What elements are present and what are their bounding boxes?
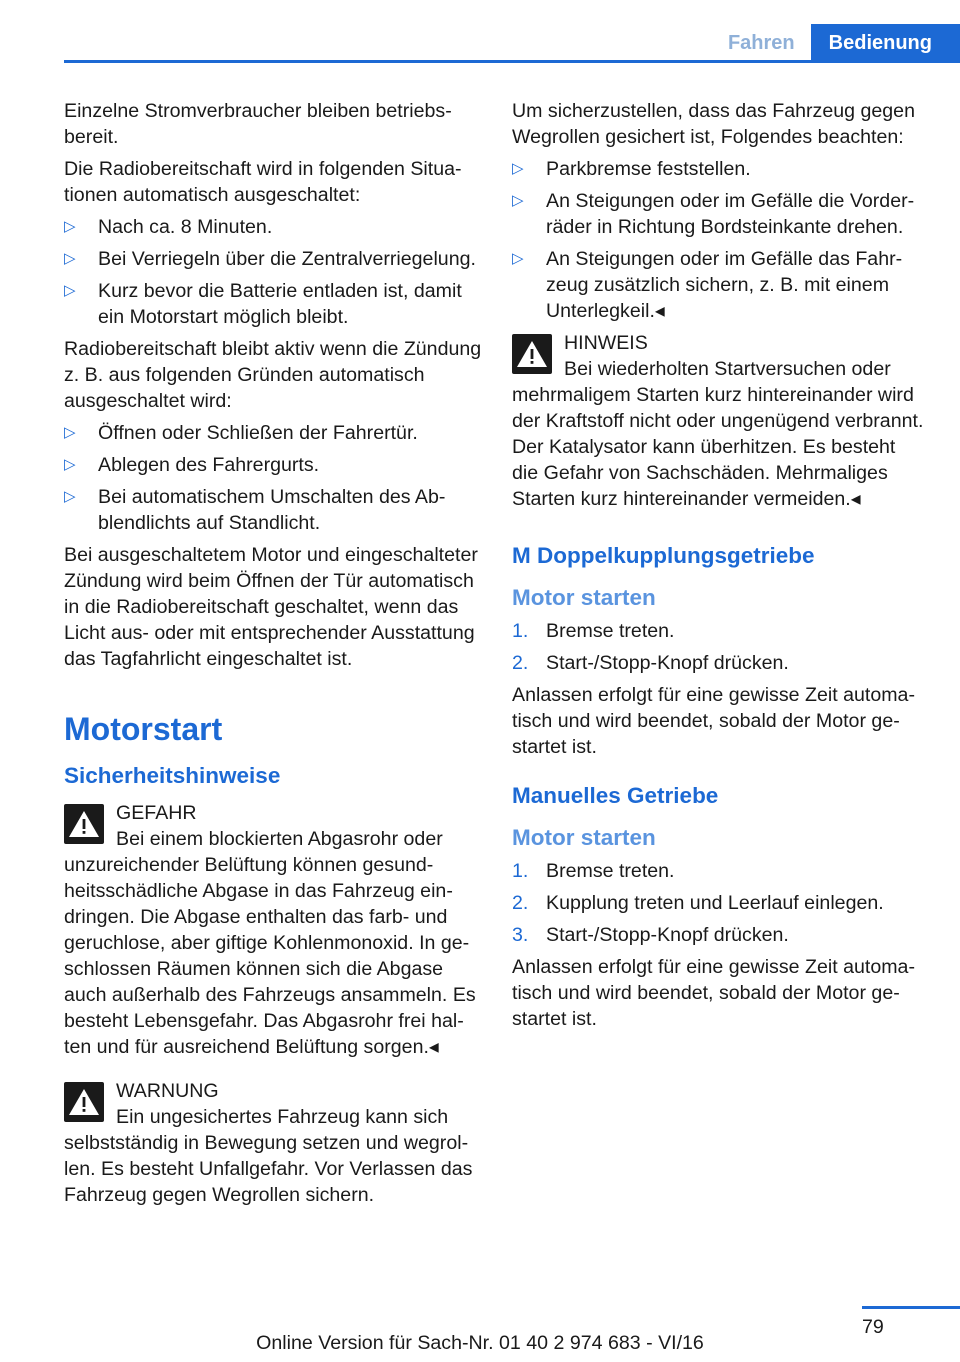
bullet-icon: ▷ bbox=[512, 250, 524, 267]
list-item: ▷ Bei Verriegeln über die Zentralverriegelung. bbox=[64, 248, 476, 270]
right-column bbox=[512, 98, 926, 1038]
notice-text: Bei einem blockierten Abgasrohr oder unzureichender Belüftung können gesundheitsschädliche Abgase in das Fahrzeug eindringen. Die Abgase enthalten das farb- und geruchlose, aber giftige Kohlenmonoxid. In geschlossen Räumen können sich die Abgase auch außerhalb des Fahrzeugs ansammeln. Es besteht Lebensgefahr. Das Abgasrohr frei halten und für ausreichend Belüftung sorgen.◂ bbox=[64, 828, 476, 1058]
bullet-icon: ▷ bbox=[512, 160, 524, 177]
bullet-icon: ▷ bbox=[64, 456, 76, 473]
warning-triangle-icon bbox=[64, 1082, 104, 1122]
header-rule bbox=[64, 60, 960, 63]
footer-note: Online Version für Sach-Nr. 01 40 2 974 683 - VI/16 bbox=[256, 1332, 704, 1354]
numbered-list bbox=[512, 858, 926, 948]
left-column bbox=[64, 98, 482, 1218]
paragraph: Um sicherzustellen, dass das Fahrzeug gegen Wegrollen gesichert ist, Folgendes beachten: bbox=[512, 100, 915, 148]
warning-triangle-icon bbox=[64, 804, 104, 844]
header-tabs bbox=[712, 24, 960, 62]
tab-bedienung[interactable]: Bedienung bbox=[811, 24, 960, 62]
paragraph: Anlassen erfolgt für eine gewisse Zeit automatisch und wird beendet, sobald der Motor gestartet ist. bbox=[512, 956, 915, 1030]
step-number: 2. bbox=[512, 892, 529, 914]
bullet-list bbox=[64, 420, 482, 536]
tab-fahren[interactable]: Fahren bbox=[712, 24, 811, 62]
list-item: 1. Bremse treten. bbox=[512, 620, 675, 642]
list-item: 3. Start-/Stopp-Knopf drücken. bbox=[512, 924, 789, 946]
list-item: ▷ Parkbremse feststellen. bbox=[512, 158, 751, 180]
step-number: 1. bbox=[512, 620, 529, 642]
step-number: 2. bbox=[512, 652, 529, 674]
subsection-heading: Sicherheitshinweise bbox=[64, 763, 281, 788]
list-item: 2. Start-/Stopp-Knopf drücken. bbox=[512, 652, 789, 674]
subsection-heading: M Doppelkupplungsgetriebe bbox=[512, 543, 815, 568]
notice-title: HINWEIS bbox=[564, 332, 648, 354]
step-number: 3. bbox=[512, 924, 529, 946]
warning-triangle-icon bbox=[512, 334, 552, 374]
notice-title: WARNUNG bbox=[116, 1080, 219, 1102]
warning-notice bbox=[64, 1078, 482, 1208]
paragraph: Bei ausgeschaltetem Motor und eingeschalteter Zündung wird beim Öffnen der Tür automatisch in die Radiobereitschaft geschaltet, wenn das Licht aus- oder mit entsprechender Ausstattung das Tagfahrlicht eingeschaltet ist. bbox=[64, 544, 478, 670]
subsection-heading: Manuelles Getriebe bbox=[512, 783, 719, 808]
bullet-icon: ▷ bbox=[64, 424, 76, 441]
list-item: ▷ Nach ca. 8 Minuten. bbox=[64, 216, 273, 238]
hint-notice bbox=[512, 330, 926, 512]
bullet-list bbox=[64, 214, 482, 330]
paragraph: Radiobereitschaft bleibt aktiv wenn die Zündung z. B. aus folgenden Gründen automatisch ausgeschaltet wird: bbox=[64, 338, 482, 412]
bullet-list bbox=[512, 156, 926, 324]
bullet-icon: ▷ bbox=[64, 282, 76, 299]
list-item: ▷ Kurz bevor die Batterie entladen ist, damit ein Motorstart möglich bleibt. bbox=[64, 280, 462, 328]
bullet-icon: ▷ bbox=[64, 218, 76, 235]
notice-title: GEFAHR bbox=[116, 802, 197, 824]
list-item: ▷ Bei automatischem Umschalten des Abblendlichts auf Standlicht. bbox=[64, 486, 446, 534]
list-item: ▷ Öffnen oder Schließen der Fahrertür. bbox=[64, 422, 418, 444]
step-number: 1. bbox=[512, 860, 529, 882]
paragraph: Die Radiobereitschaft wird in folgenden Situationen automatisch ausgeschaltet: bbox=[64, 158, 462, 206]
paragraph: Einzelne Stromverbraucher bleiben betriebsbereit. bbox=[64, 100, 452, 148]
notice-text: Bei wiederholten Startversuchen oder mehrmaligem Starten kurz hintereinander wird der Kraftstoff nicht oder ungenügend verbrannt. Der Katalysator kann überhitzen. Es besteht die Gefahr von Sachschäden. Mehrmaliges Starten kurz hintereinander vermeiden.◂ bbox=[512, 358, 924, 510]
list-item: ▷ An Steigungen oder im Gefälle die Vorderräder in Richtung Bordsteinkante drehen. bbox=[512, 190, 915, 238]
list-item: ▷ An Steigungen oder im Gefälle das Fahrzeug zusätzlich sichern, z. B. mit einem Unterlegkeil.◂ bbox=[512, 248, 903, 322]
list-item: 1. Bremse treten. bbox=[512, 860, 675, 882]
footer-rule bbox=[862, 1306, 960, 1309]
list-item: ▷ Ablegen des Fahrergurts. bbox=[64, 454, 320, 476]
list-item: 2. Kupplung treten und Leerlauf einlegen. bbox=[512, 892, 884, 914]
danger-notice bbox=[64, 800, 482, 1060]
sub-subsection-heading: Motor starten bbox=[512, 825, 656, 850]
sub-subsection-heading: Motor starten bbox=[512, 585, 656, 610]
bullet-icon: ▷ bbox=[64, 250, 76, 267]
page-number: 79 bbox=[862, 1316, 884, 1338]
bullet-icon: ▷ bbox=[64, 488, 76, 505]
bullet-icon: ▷ bbox=[512, 192, 524, 209]
paragraph: Anlassen erfolgt für eine gewisse Zeit automatisch und wird beendet, sobald der Motor gestartet ist. bbox=[512, 684, 915, 758]
notice-text: Ein ungesichertes Fahrzeug kann sich selbstständig in Bewegung setzen und wegrollen. Es besteht Unfallgefahr. Vor Verlassen das Fahrzeug gegen Wegrollen sichern. bbox=[64, 1106, 473, 1206]
section-heading: Motorstart bbox=[64, 711, 223, 747]
numbered-list bbox=[512, 618, 926, 676]
